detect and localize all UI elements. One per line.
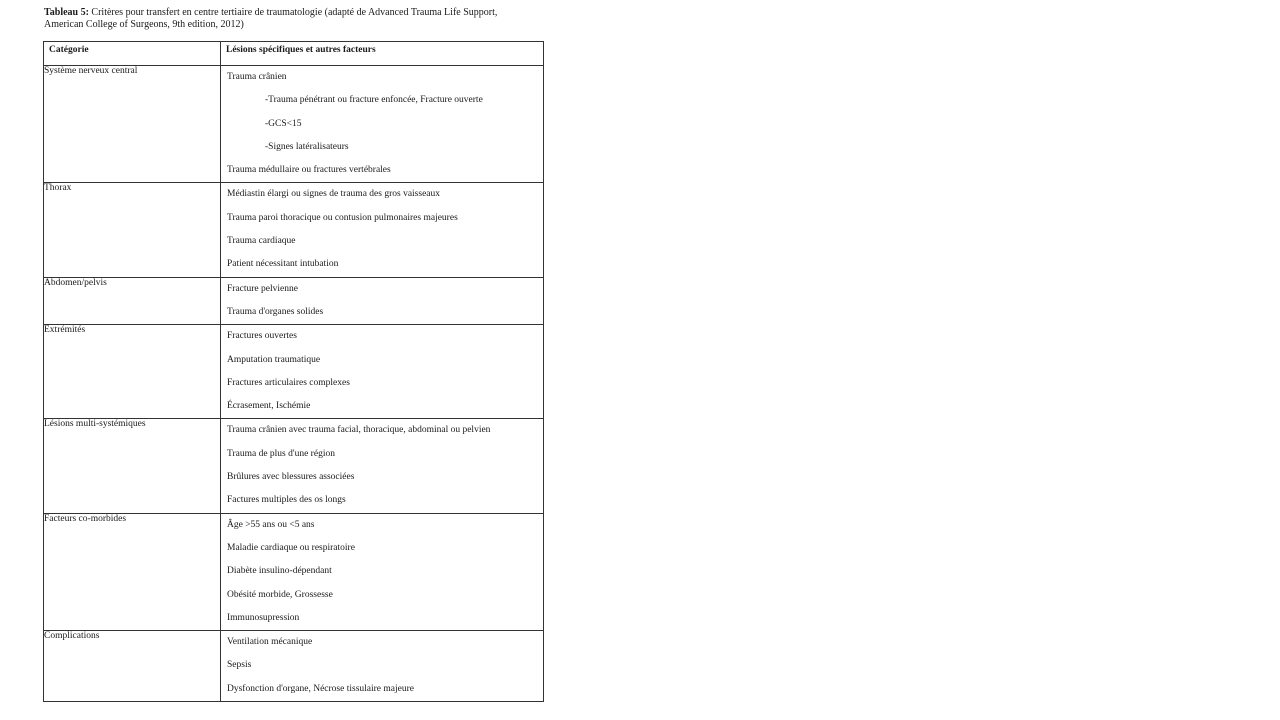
table-row	[44, 513, 544, 630]
header-lesions: Lésions spécifiques et autres facteurs	[221, 42, 544, 66]
lesion-item: Sepsis	[227, 660, 252, 671]
lesion-item: -Signes latéralisateurs	[265, 141, 349, 152]
lesion-item: Fracture pelvienne	[227, 283, 298, 294]
lesion-item: Brûlures avec blessures associées	[227, 472, 355, 483]
lesion-item: -GCS<15	[265, 118, 302, 129]
lesion-item: Trauma crânien avec trauma facial, thoracique, abdominal ou pelvien	[227, 425, 491, 436]
lesions-cell	[221, 325, 544, 419]
caption-text: Critères pour transfert en centre tertiaire de traumatologie (adapté de Advanced Trauma Life Support, American College of Surgeons, 9th edition, 2012)	[44, 7, 498, 30]
lesion-item: Patient nécessitant intubation	[227, 259, 339, 270]
lesion-item: Trauma cardiaque	[227, 236, 296, 247]
category-cell: Complications	[44, 631, 221, 702]
lesion-item: Trauma paroi thoracique ou contusion pulmonaires majeures	[227, 212, 458, 223]
lesions-cell	[221, 419, 544, 513]
table-row	[44, 419, 544, 513]
lesion-item: Fractures articulaires complexes	[227, 377, 350, 388]
table-header-row	[44, 42, 544, 66]
lesion-item: Factures multiples des os longs	[227, 495, 346, 506]
category-cell: Lésions multi-systémiques	[44, 419, 221, 513]
table-caption	[44, 7, 534, 30]
lesion-item: Médiastin élargi ou signes de trauma des gros vaisseaux	[227, 189, 440, 200]
lesion-item: Trauma crânien	[227, 72, 287, 82]
lesion-item: Amputation traumatique	[227, 354, 321, 365]
lesion-item: Trauma médullaire ou fractures vertébrales	[227, 165, 391, 176]
table-row	[44, 325, 544, 419]
category-cell: Système nerveux central	[44, 66, 221, 183]
lesion-item: Obésité morbide, Grossesse	[227, 589, 333, 600]
lesion-item: Âge >55 ans ou <5 ans	[227, 519, 315, 530]
lesions-cell	[221, 513, 544, 630]
lesion-item: Maladie cardiaque ou respiratoire	[227, 542, 355, 553]
table-row	[44, 631, 544, 702]
category-cell: Extrémités	[44, 325, 221, 419]
lesions-cell	[221, 183, 544, 277]
criteria-table	[43, 41, 544, 702]
lesion-item: Trauma de plus d'une région	[227, 448, 335, 459]
table-row	[44, 183, 544, 277]
lesion-item: Fractures ouvertes	[227, 331, 297, 342]
table-row	[44, 66, 544, 183]
category-cell: Thorax	[44, 183, 221, 277]
caption-label: Tableau 5:	[44, 7, 89, 18]
category-cell: Abdomen/pelvis	[44, 277, 221, 325]
lesion-item: Diabète insulino-dépendant	[227, 566, 332, 577]
table-body	[44, 66, 544, 702]
header-category: Catégorie	[44, 42, 221, 66]
lesions-cell	[221, 631, 544, 702]
lesion-item: Immunosupression	[227, 612, 300, 623]
lesion-item: -Trauma pénétrant ou fracture enfoncée, Fracture ouverte	[265, 95, 483, 106]
lesion-item: Ventilation mécanique	[227, 637, 313, 648]
lesion-item: Dysfonction d'organe, Nécrose tissulaire majeure	[227, 683, 414, 694]
lesion-item: Trauma d'organes solides	[227, 306, 324, 317]
category-cell: Facteurs co-morbides	[44, 513, 221, 630]
lesions-cell	[221, 277, 544, 325]
lesion-item: Écrasement, Ischémie	[227, 401, 311, 412]
table-row	[44, 277, 544, 325]
lesions-cell	[221, 66, 544, 183]
